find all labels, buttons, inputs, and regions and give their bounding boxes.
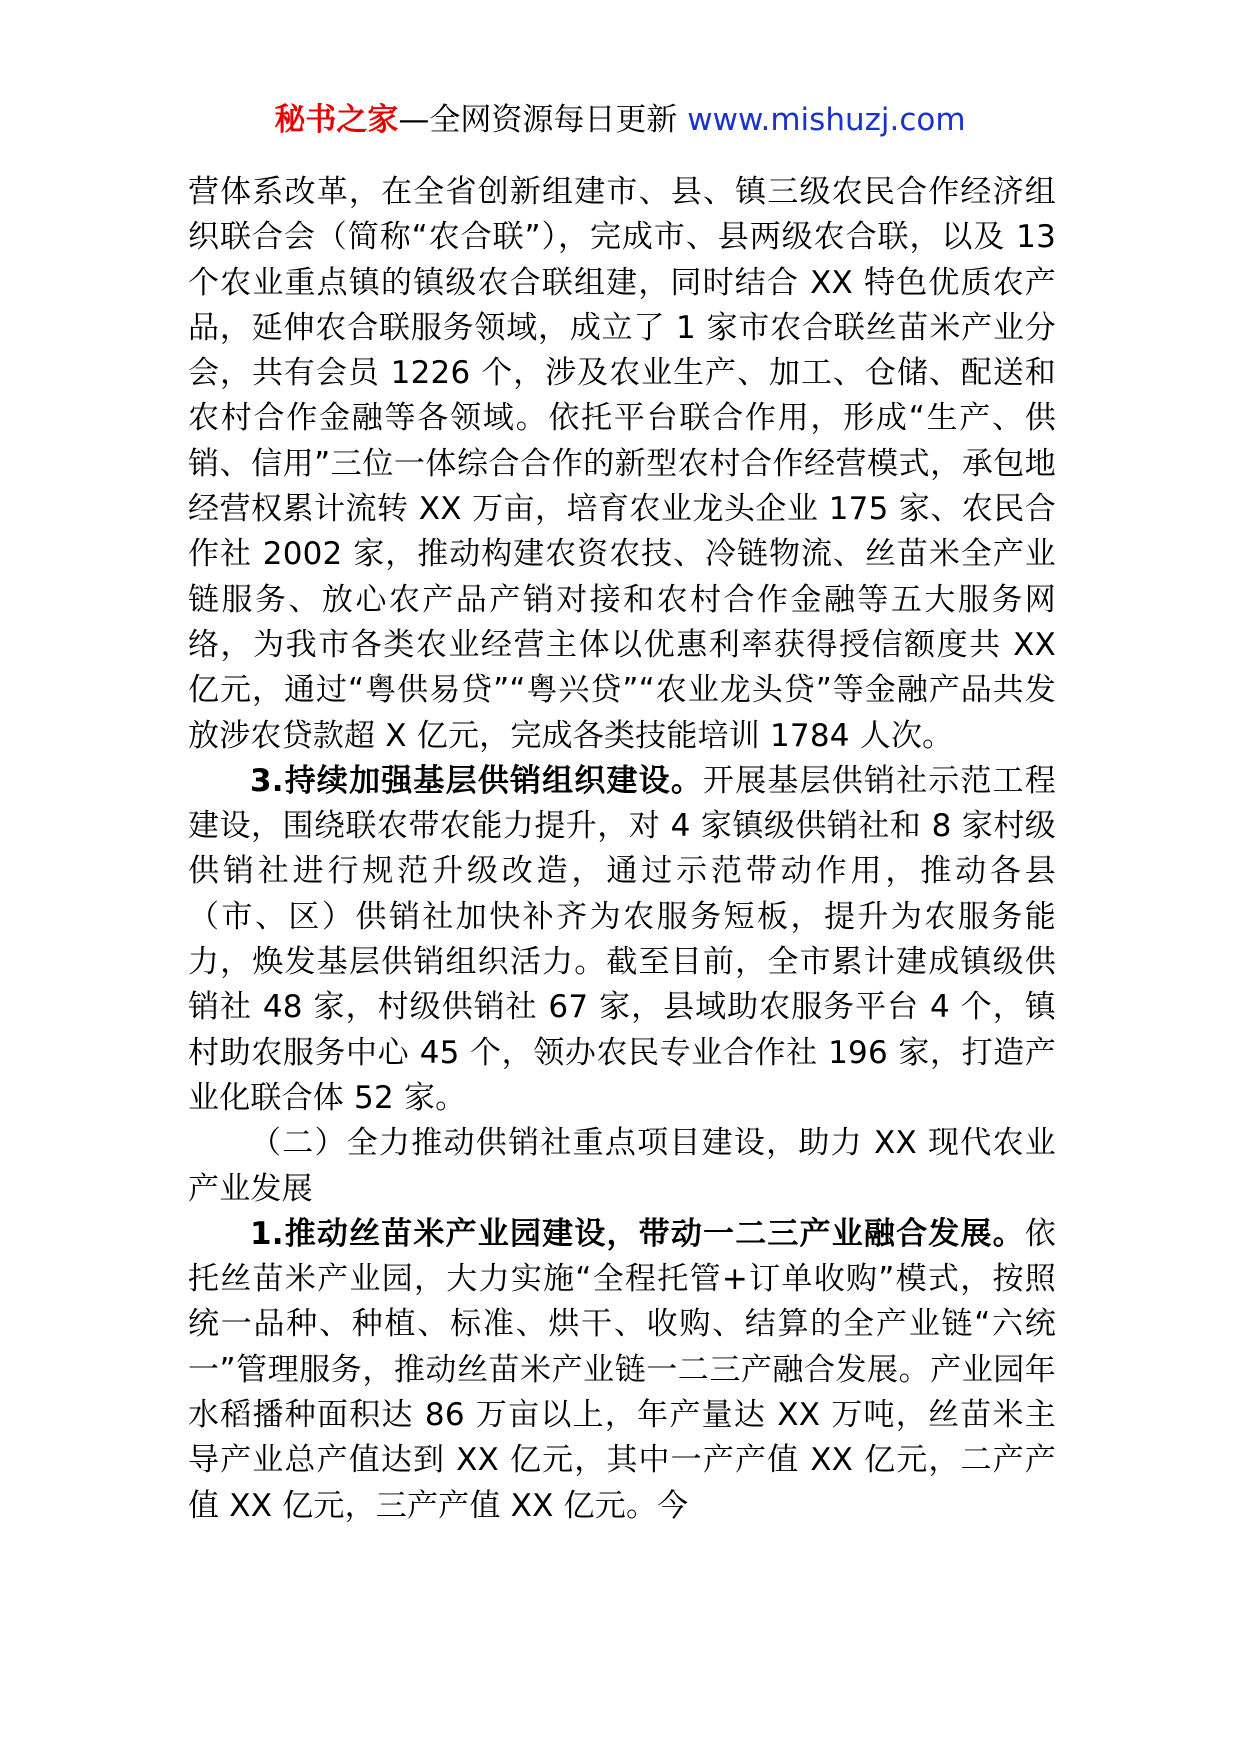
paragraph-2	[188, 759, 1056, 1121]
paragraph-2-heading: 3.持续加强基层供销组织建设。	[250, 762, 704, 799]
paragraph-3-text: 依托丝苗米产业园，大力实施“全程托管+订单收购”模式，按照统一品种、种植、标准、烘干、收购、结算的全产业链“六统一”管理服务，推动丝苗米产业链一二三产融合发展。产业园年水稻播种面积达 86 万亩以上，年产量达 XX 万吨，丝苗米主导产业总产值达到 XX 亿元，其中一产产值 XX 亿元，二产产值 XX 亿元，三产产值 XX 亿元。今	[188, 1215, 1056, 1524]
header-tagline: —全网资源每日更新	[398, 102, 688, 138]
paragraph-1-text: 营体系改革，在全省创新组建市、县、镇三级农民合作经济组织联合会（简称“农合联”），完成市、县两级农合联，以及 13 个农业重点镇的镇级农合联组建，同时结合 XX 特色优质农产品，延伸农合联服务领域，成立了 1 家市农合联丝苗米产业分会，共有会员 1226 个，涉及农业生产、加工、仓储、配送和农村合作金融等各领域。依托平台联合作用，形成“生产、供销、信用”三位一体综合合作的新型农村合作经营模式，承包地经营权累计流转 XX 万亩，培育农业龙头企业 175 家、农民合作社 2002 家，推动构建农资农技、冷链物流、丝苗米全产业链服务、放心农产品产销对接和农村合作金融等五大服务网络，为我市各类农业经营主体以优惠利率获得授信额度共 XX 亿元，通过“粤供易贷”“粤兴贷”“农业龙头贷”等金融产品共发放涉农贷款超 X 亿元，完成各类技能培训 1784 人次。	[188, 174, 1056, 754]
paragraph-2-text: 开展基层供销社示范工程建设，围绕联农带农能力提升，对 4 家镇级供销社和 8 家村级供销社进行规范升级改造，通过示范带动作用，推动各县（市、区）供销社加快补齐为农服务短板，提升为农服务能力，焕发基层供销组织活力。截至目前，全市累计建成镇级供销社 48 家，村级供销社 67 家，县域助农服务平台 4 个，镇村助农服务中心 45 个，领办农民专业合作社 196 家，打造产业化联合体 52 家。	[188, 762, 1056, 1116]
paragraph-3-heading: 1.推动丝苗米产业园建设，带动一二三产业融合发展。	[250, 1215, 1025, 1252]
section-heading	[188, 1121, 1056, 1212]
header-site-link[interactable]: www.mishuzj.com	[687, 102, 966, 138]
paragraph-1	[188, 170, 1056, 759]
header-brand: 秘书之家	[274, 102, 399, 138]
section-heading-text: （二）全力推动供销社重点项目建设，助力 XX 现代农业产业发展	[188, 1125, 1056, 1207]
document-body	[188, 170, 1056, 1529]
page-header	[0, 100, 1240, 140]
paragraph-3	[188, 1212, 1056, 1529]
